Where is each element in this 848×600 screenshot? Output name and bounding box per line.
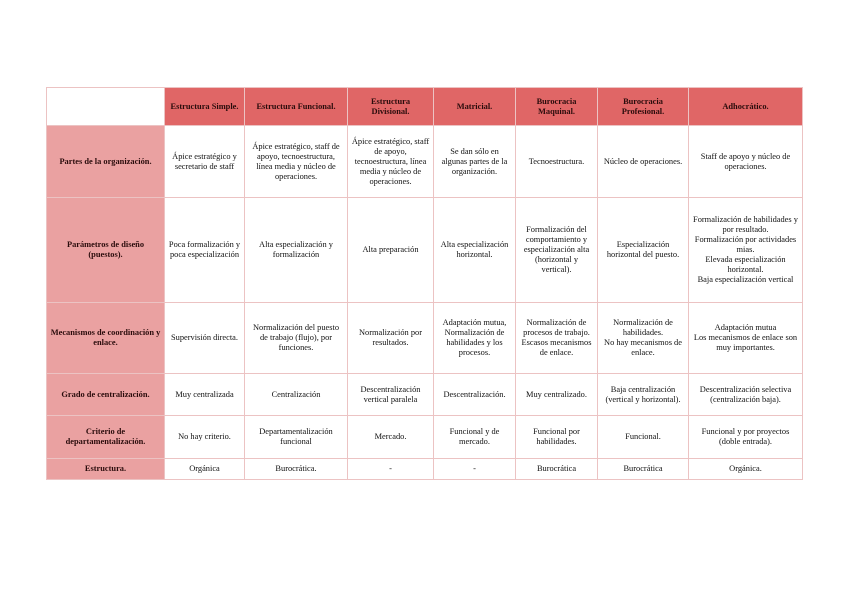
table-cell: Poca formalización y poca especialización (165, 198, 245, 303)
table-cell: Especialización horizontal del puesto. (598, 198, 689, 303)
header-row (47, 88, 803, 126)
table-cell: Ápice estratégico y secretario de staff (165, 126, 245, 198)
organizational-structures-table (46, 87, 803, 480)
column-header: Estructura Funcional. (245, 88, 348, 126)
table-cell: Staff de apoyo y núcleo de operaciones. (689, 126, 803, 198)
row-header: Partes de la organización. (47, 126, 165, 198)
table-cell: Núcleo de operaciones. (598, 126, 689, 198)
table-row (47, 459, 803, 480)
table-cell: - (348, 459, 434, 480)
table-cell: Normalización del puesto de trabajo (flujo), por funciones. (245, 303, 348, 374)
table-cell: Ápice estratégico, staff de apoyo, tecnoestructura, línea media y núcleo de operaciones. (348, 126, 434, 198)
column-header: Estructura Simple. (165, 88, 245, 126)
table-cell: Supervisión directa. (165, 303, 245, 374)
table-row (47, 126, 803, 198)
table-cell: Normalización por resultados. (348, 303, 434, 374)
table-cell: Burocrática. (245, 459, 348, 480)
table-cell: Alta especialización y formalización (245, 198, 348, 303)
table-cell: Adaptación mutua, Normalización de habilidades y los procesos. (434, 303, 516, 374)
table-cell: Muy centralizado. (516, 374, 598, 416)
table-cell: Funcional por habilidades. (516, 416, 598, 459)
table-cell: Orgánica (165, 459, 245, 480)
table-cell: Departamentalización funcional (245, 416, 348, 459)
table-cell: Mercado. (348, 416, 434, 459)
column-header: Burocracia Maquinal. (516, 88, 598, 126)
table-cell: Descentralización vertical paralela (348, 374, 434, 416)
table-cell: Descentralización. (434, 374, 516, 416)
row-header: Grado de centralización. (47, 374, 165, 416)
table-cell: Descentralización selectiva (centralización baja). (689, 374, 803, 416)
table-cell: No hay criterio. (165, 416, 245, 459)
table-cell: Ápice estratégico, staff de apoyo, tecnoestructura, línea media y núcleo de operaciones. (245, 126, 348, 198)
row-header: Mecanismos de coordinación y enlace. (47, 303, 165, 374)
table-cell: Adaptación mutua Los mecanismos de enlace son muy importantes. (689, 303, 803, 374)
table-cell: Tecnoestructura. (516, 126, 598, 198)
table-cell: Normalización de habilidades. No hay mecanismos de enlace. (598, 303, 689, 374)
table-cell: Formalización del comportamiento y especialización alta (horizontal y vertical). (516, 198, 598, 303)
row-header: Estructura. (47, 459, 165, 480)
table-row (47, 198, 803, 303)
column-header: Matricial. (434, 88, 516, 126)
table-cell: Formalización de habilidades y por resultado. Formalización por actividades mias. Elevada especialización horizontal. Baja especialización vertical (689, 198, 803, 303)
table-row (47, 416, 803, 459)
corner-cell (47, 88, 165, 126)
table-row (47, 374, 803, 416)
table-cell: Alta preparación (348, 198, 434, 303)
table-row (47, 303, 803, 374)
column-header: Adhocrático. (689, 88, 803, 126)
table-cell: Burocrática (516, 459, 598, 480)
table-cell: Funcional. (598, 416, 689, 459)
table-cell: Burocrática (598, 459, 689, 480)
table-cell: Baja centralización (vertical y horizontal). (598, 374, 689, 416)
row-header: Criterio de departamentalización. (47, 416, 165, 459)
table-cell: Se dan sólo en algunas partes de la organización. (434, 126, 516, 198)
table-cell: Centralización (245, 374, 348, 416)
table-cell: Funcional y de mercado. (434, 416, 516, 459)
table-cell: Orgánica. (689, 459, 803, 480)
table-cell: Funcional y por proyectos (doble entrada). (689, 416, 803, 459)
row-header: Parámetros de diseño (puestos). (47, 198, 165, 303)
table-cell: - (434, 459, 516, 480)
table-cell: Alta especialización horizontal. (434, 198, 516, 303)
column-header: Estructura Divisional. (348, 88, 434, 126)
table-cell: Muy centralizada (165, 374, 245, 416)
table-cell: Normalización de procesos de trabajo. Escasos mecanismos de enlace. (516, 303, 598, 374)
column-header: Burocracia Profesional. (598, 88, 689, 126)
